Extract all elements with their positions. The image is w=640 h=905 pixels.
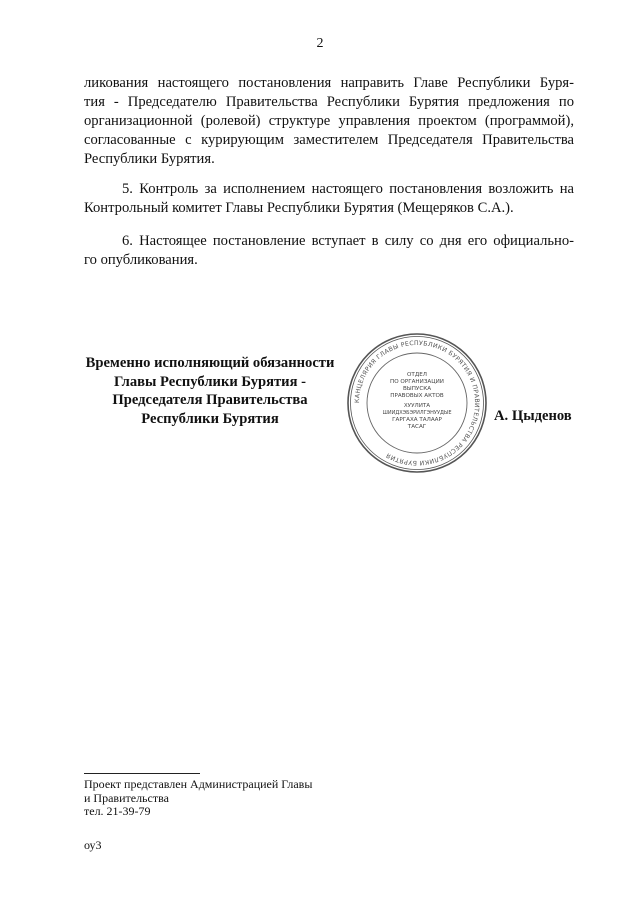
seal-text-line: ХУУЛИТА <box>403 403 431 409</box>
signatory-title-line: Главы Республики Бурятия - <box>114 373 306 390</box>
text-line: тия - Председателю Правительства Республики Бурятия предложения по <box>84 94 574 110</box>
seal-text-line: ОТДЕЛ <box>407 372 427 378</box>
text-line: 6. Настоящее постановление вступает в силу со дня его официально- <box>122 233 574 249</box>
footnote-line: и Правительства <box>84 790 169 805</box>
footnote <box>84 778 312 819</box>
seal-center-text <box>383 372 452 430</box>
paragraph-control <box>84 180 574 218</box>
text-line: 5. Контроль за исполнением настоящего постановления возложить на <box>122 181 574 197</box>
signatory-name: А. Цыденов <box>494 408 572 424</box>
text-line: Контрольный комитет Главы Республики Бурятия (Мещеряков С.А.). <box>84 200 514 216</box>
signatory-title <box>68 354 352 428</box>
footnote-divider <box>84 773 200 774</box>
footnote-line: тел. 21-39-79 <box>84 804 151 818</box>
text-line: го опубликования. <box>84 252 198 268</box>
official-seal <box>346 332 488 474</box>
text-line: ликования настоящего постановления направить Главе Республики Буря- <box>84 75 574 91</box>
signatory-title-line: Председателя Правительства <box>112 392 308 408</box>
signatory-title-line: Республики Бурятия <box>141 410 279 427</box>
seal-text-line: ШИИДХЭБЭРИЛГЭНУУДЫЕ <box>382 410 452 416</box>
page-number: 2 <box>316 36 324 51</box>
seal-text-line: ВЫПУСКА <box>402 386 432 392</box>
text-line: организационной (ролевой) структуре управления проектом (программой), <box>84 113 574 129</box>
seal-ring-text: КАНЦЕЛЯРИЯ ГЛАВЫ РЕСПУБЛИКИ БУРЯТИЯ И ПРАВИТЕЛЬСТВА РЕСПУБЛИКИ БУРЯТИЯ <box>353 339 481 467</box>
footnote-line: Проект представлен Администрацией Главы <box>84 777 313 791</box>
paragraph-publication <box>84 74 574 169</box>
document-code: оу3 <box>84 838 102 852</box>
signatory-title-line: Временно исполняющий обязанности <box>85 355 335 371</box>
seal-text-line: ПРАВОВЫХ АКТОВ <box>390 393 444 399</box>
paragraph-effect <box>84 232 574 270</box>
seal-text-line: ПО ОРГАНИЗАЦИИ <box>390 379 444 385</box>
seal-text-line: ГАРГАХА ТАЛААР <box>392 417 442 423</box>
text-line: Республики Бурятия. <box>84 151 215 167</box>
seal-text-line: ТАСАГ <box>407 424 427 430</box>
text-line: согласованные с курирующим заместителем Председателя Правительства <box>84 132 574 148</box>
